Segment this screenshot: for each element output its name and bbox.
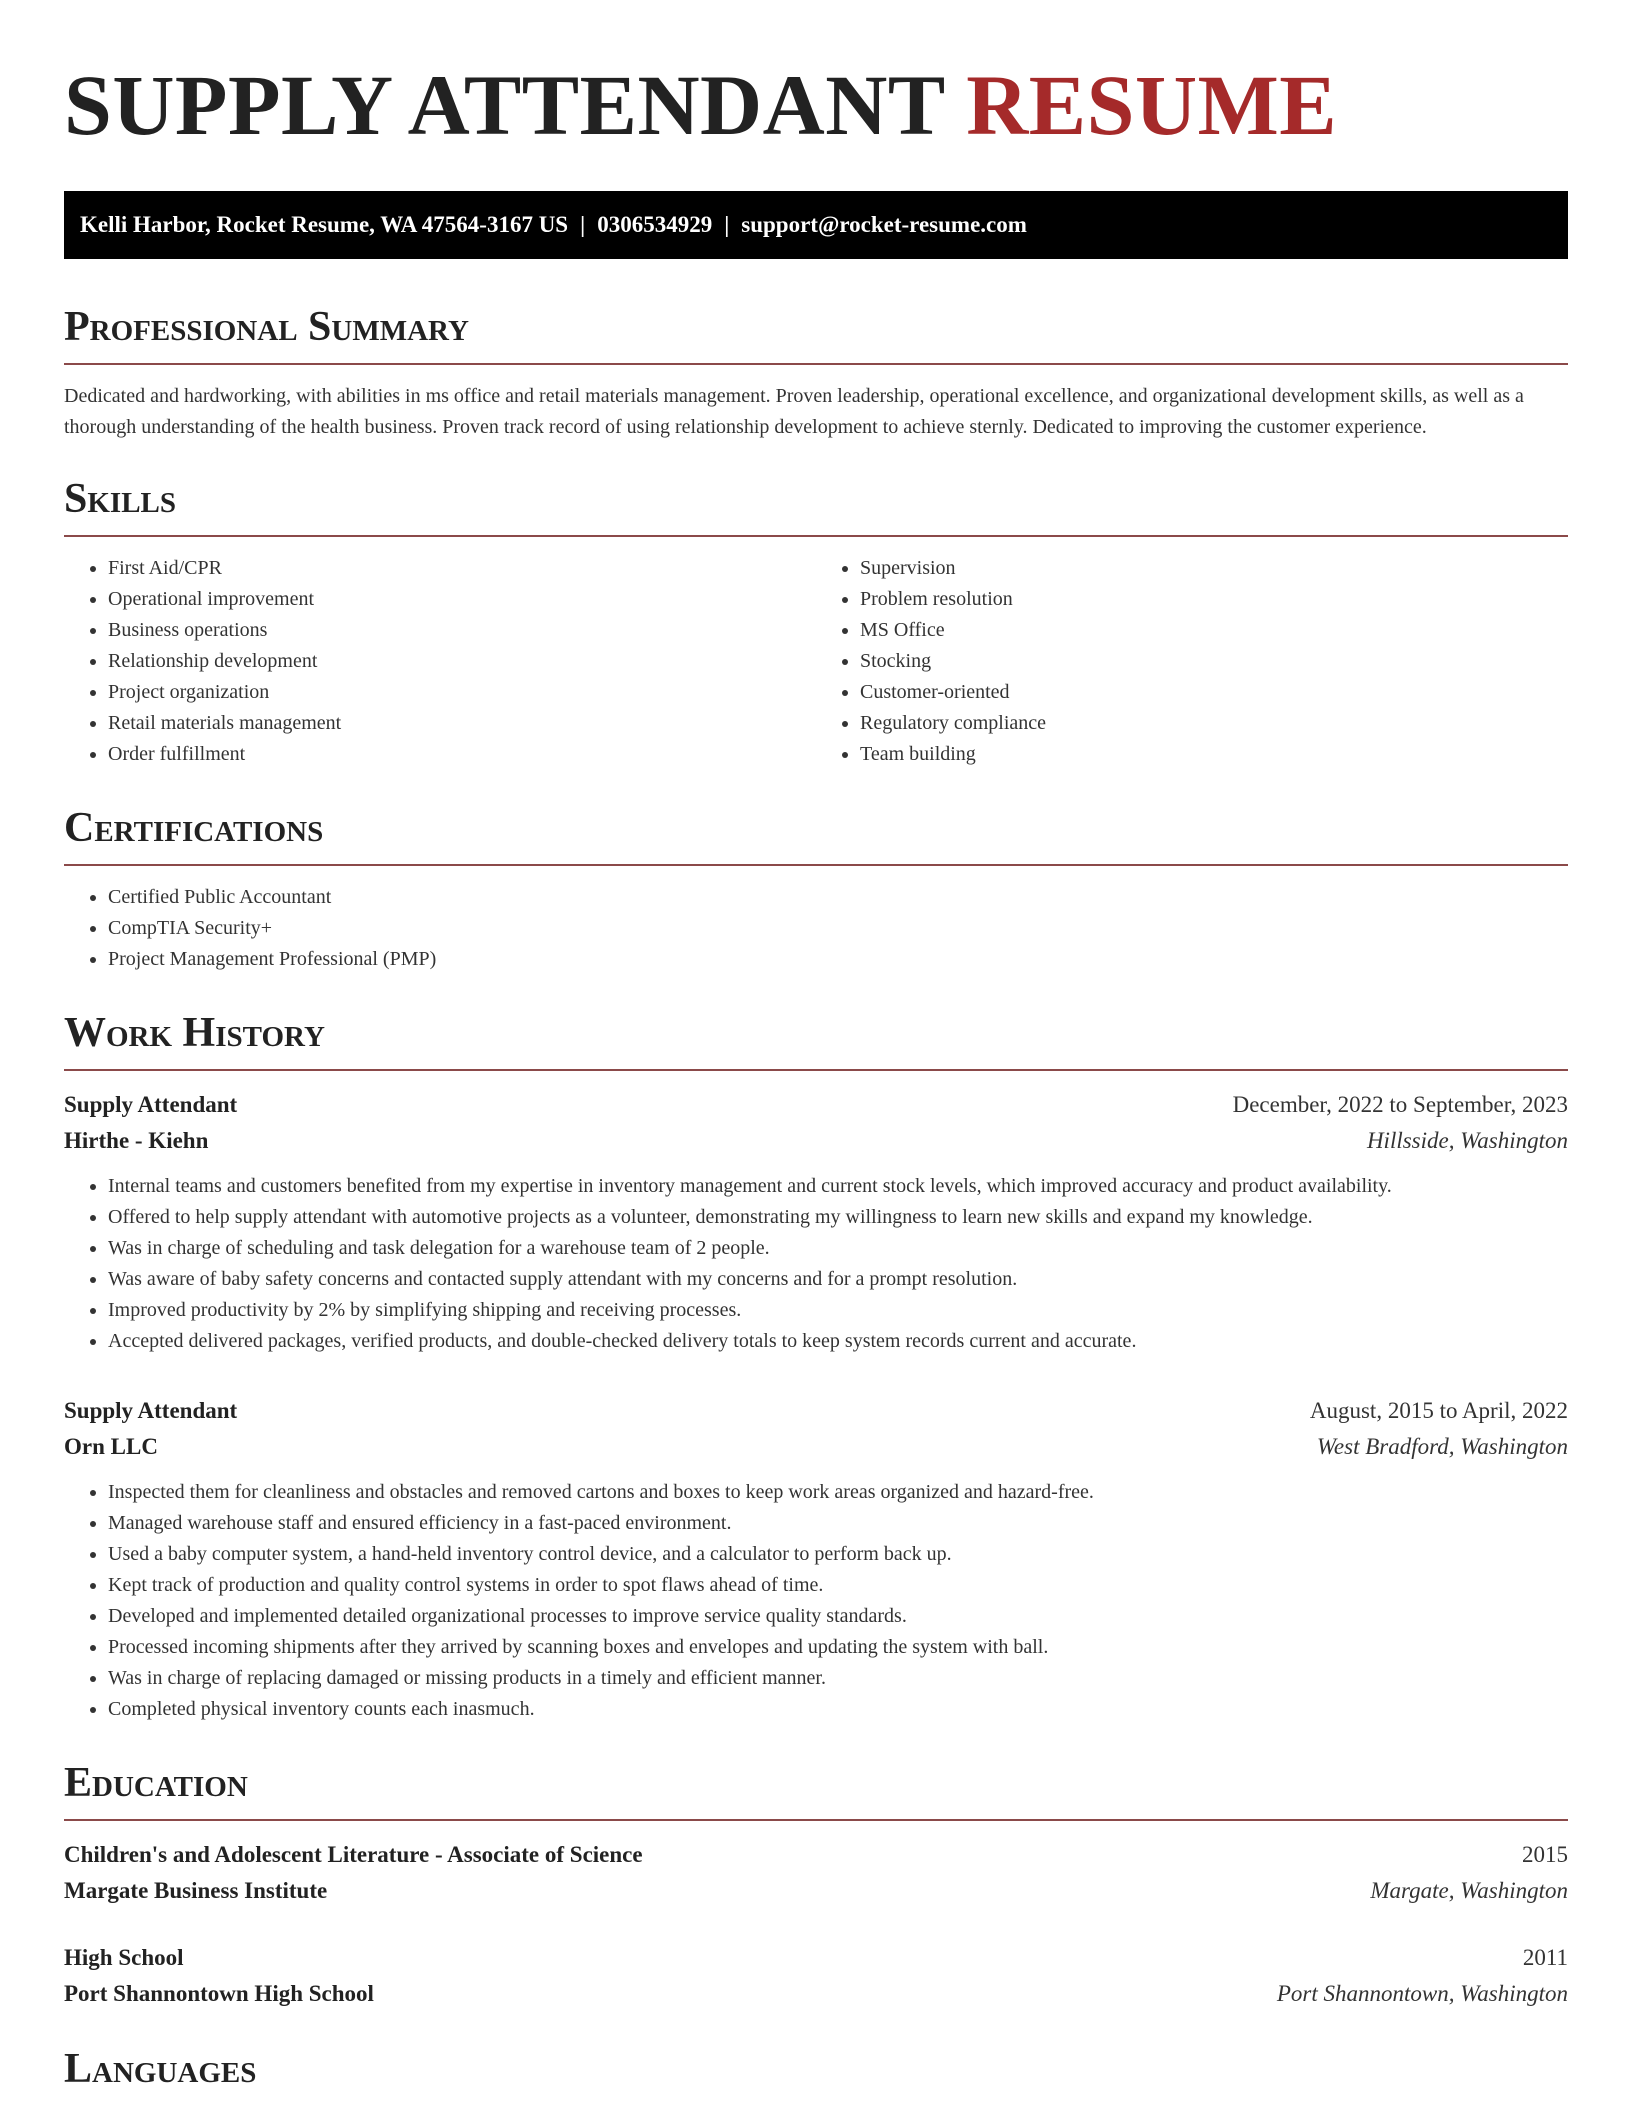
education-school-row bbox=[64, 1873, 1568, 1909]
skill-item: • First Aid/CPR bbox=[108, 553, 816, 584]
certifications-heading: Certifications bbox=[64, 802, 1568, 866]
job-duty: • Kept track of production and quality control systems in order to spot flaws ahead of time. bbox=[108, 1570, 1568, 1601]
page-title bbox=[64, 0, 1568, 155]
job-location: West Bradford, Washington bbox=[1316, 1434, 1568, 1459]
skill-item: • Retail materials management bbox=[108, 708, 816, 739]
skill-item: • Operational improvement bbox=[108, 584, 816, 615]
education-school: Port Shannontown High School bbox=[64, 1981, 374, 2006]
certifications-list bbox=[64, 882, 1568, 975]
skill-item: • Stocking bbox=[860, 646, 1568, 677]
education-section bbox=[64, 1757, 1568, 2012]
education-year: 2011 bbox=[1522, 1945, 1568, 1970]
job-header-row bbox=[64, 1087, 1568, 1123]
education-degree: High School bbox=[64, 1945, 184, 1970]
education-entry bbox=[64, 1940, 1568, 2012]
skill-item: • Regulatory compliance bbox=[860, 708, 1568, 739]
education-school: Margate Business Institute bbox=[64, 1878, 328, 1903]
job-dates: December, 2022 to September, 2023 bbox=[1232, 1092, 1568, 1117]
job-entry bbox=[64, 1087, 1568, 1357]
skill-item: • Team building bbox=[860, 739, 1568, 770]
title-accent: RESUME bbox=[966, 57, 1338, 153]
education-degree-row bbox=[64, 1837, 1568, 1873]
education-year: 2015 bbox=[1522, 1842, 1568, 1867]
skills-list-right bbox=[816, 553, 1568, 770]
skill-item: • Customer-oriented bbox=[860, 677, 1568, 708]
summary-text: Dedicated and hardworking, with abilities in ms office and retail materials management. Proven leadership, operational excellence, and organizational development skills, as well as a thorough understanding of the health business. Proven track record of using relationship development to achieve sternly. Dedicated to improving the customer experience. bbox=[64, 385, 1524, 438]
skill-item: • MS Office bbox=[860, 615, 1568, 646]
education-location: Margate, Washington bbox=[1370, 1878, 1568, 1903]
job-duty: • Was in charge of scheduling and task delegation for a warehouse team of 2 people. bbox=[108, 1233, 1568, 1264]
contact-separator: | bbox=[724, 212, 730, 237]
contact-phone: 0306534929 bbox=[597, 212, 713, 237]
contact-bar bbox=[64, 191, 1568, 259]
job-duty: • Used a baby computer system, a hand-held inventory control device, and a calculator to perform back up. bbox=[108, 1539, 1568, 1570]
title-main: SUPPLY ATTENDANT bbox=[64, 57, 945, 153]
job-company-row bbox=[64, 1123, 1568, 1159]
education-heading: Education bbox=[64, 1757, 1568, 1821]
skill-item: • Business operations bbox=[108, 615, 816, 646]
certification-item: • Project Management Professional (PMP) bbox=[108, 944, 1568, 975]
skills-section bbox=[64, 473, 1568, 770]
education-degree-row bbox=[64, 1940, 1568, 1976]
job-title: Supply Attendant bbox=[64, 1092, 238, 1117]
job-duties bbox=[64, 1477, 1568, 1725]
skill-item: • Problem resolution bbox=[860, 584, 1568, 615]
contact-email: support@rocket-resume.com bbox=[741, 212, 1027, 237]
skill-item: • Relationship development bbox=[108, 646, 816, 677]
skill-item: • Project organization bbox=[108, 677, 816, 708]
job-header-row bbox=[64, 1393, 1568, 1429]
job-duty: • Inspected them for cleanliness and obstacles and removed cartons and boxes to keep work areas organized and hazard-free. bbox=[108, 1477, 1568, 1508]
job-duties bbox=[64, 1171, 1568, 1357]
work-history-section bbox=[64, 1007, 1568, 1725]
languages-section bbox=[64, 2043, 1568, 2105]
certification-item: • CompTIA Security+ bbox=[108, 913, 1568, 944]
job-entry bbox=[64, 1393, 1568, 1725]
job-title: Supply Attendant bbox=[64, 1398, 238, 1423]
education-school-row bbox=[64, 1976, 1568, 2012]
job-duty: • Accepted delivered packages, verified products, and double-checked delivery totals to keep system records current and accurate. bbox=[108, 1326, 1568, 1357]
job-dates: August, 2015 to April, 2022 bbox=[1309, 1398, 1568, 1423]
job-location: Hillsside, Washington bbox=[1366, 1128, 1568, 1153]
job-duty: • Was aware of baby safety concerns and contacted supply attendant with my concerns and for a prompt resolution. bbox=[108, 1264, 1568, 1295]
job-company-row bbox=[64, 1429, 1568, 1465]
job-duty: • Processed incoming shipments after they arrived by scanning boxes and envelopes and updating the system with ball. bbox=[108, 1632, 1568, 1663]
job-duty: • Internal teams and customers benefited from my expertise in inventory management and current stock levels, which improved accuracy and product availability. bbox=[108, 1171, 1568, 1202]
summary-section bbox=[64, 301, 1568, 443]
certification-item: • Certified Public Accountant bbox=[108, 882, 1568, 913]
job-duty: • Completed physical inventory counts each inasmuch. bbox=[108, 1694, 1568, 1725]
languages-heading: Languages bbox=[64, 2046, 257, 2092]
skills-columns bbox=[64, 553, 1568, 770]
summary-heading: Professional Summary bbox=[64, 301, 1568, 365]
job-company: Hirthe - Kiehn bbox=[64, 1128, 209, 1153]
job-duty: • Managed warehouse staff and ensured efficiency in a fast-paced environment. bbox=[108, 1508, 1568, 1539]
work-history-heading: Work History bbox=[64, 1007, 1568, 1071]
job-duty: • Was in charge of replacing damaged or missing products in a timely and efficient manner. bbox=[108, 1663, 1568, 1694]
contact-address: Kelli Harbor, Rocket Resume, WA 47564-3167 US bbox=[80, 212, 569, 237]
job-duty: • Developed and implemented detailed organizational processes to improve service quality standards. bbox=[108, 1601, 1568, 1632]
job-duty: • Improved productivity by 2% by simplifying shipping and receiving processes. bbox=[108, 1295, 1568, 1326]
certifications-section bbox=[64, 802, 1568, 975]
education-degree: Children's and Adolescent Literature - Associate of Science bbox=[64, 1842, 643, 1867]
skills-list-left bbox=[64, 553, 816, 770]
job-company: Orn LLC bbox=[64, 1434, 158, 1459]
job-duty: • Offered to help supply attendant with automotive projects as a volunteer, demonstrating my willingness to learn new skills and expand my knowledge. bbox=[108, 1202, 1568, 1233]
education-entry bbox=[64, 1837, 1568, 1909]
skill-item: • Supervision bbox=[860, 553, 1568, 584]
skills-heading: Skills bbox=[64, 473, 1568, 537]
skill-item: • Order fulfillment bbox=[108, 739, 816, 770]
contact-separator: | bbox=[580, 212, 586, 237]
education-location: Port Shannontown, Washington bbox=[1276, 1981, 1568, 2006]
